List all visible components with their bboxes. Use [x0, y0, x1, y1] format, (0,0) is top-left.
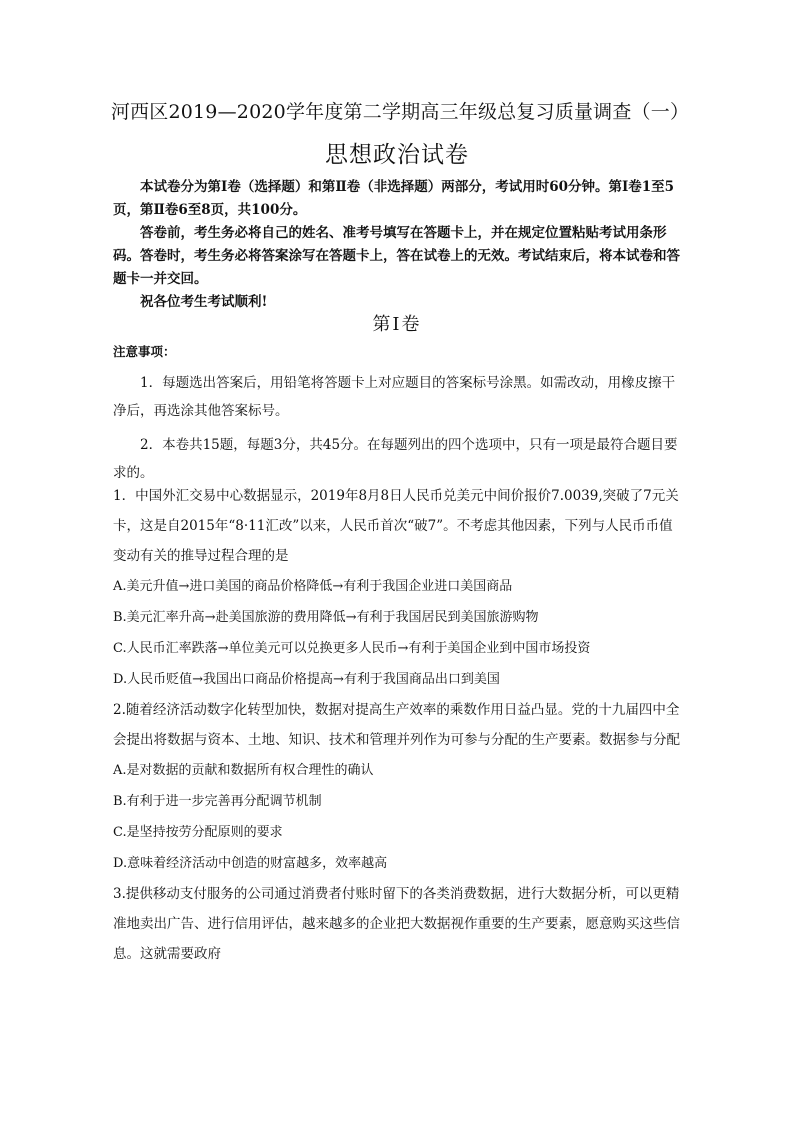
question-stem: 2.随着经济活动数字化转型加快，数据对提高生产效率的乘数作用日益凸显。党的十九届四中全会提出将数据与资本、土地、知识、技术和管理并列作为可参与分配的生产要素。数据参与分配 [113, 702, 680, 748]
question-stem: 3.提供移动支付服务的公司通过消费者付账时留下的各类消费数据，进行大数据分析，可以更精准地卖出广告、进行信用评估，越来越多的企业把大数据视作重要的生产要素，愿意购买这些信息。这就需要政府 [113, 886, 680, 962]
instruction-paragraph: 答卷前，考生务必将自己的姓名、准考号填写在答题卡上，并在规定位置粘贴考试用条形码。答卷时，考生务必将答案涂写在答题卡上，答在试卷上的无效。考试结束后，将本试卷和答题卡一并交回。 [113, 225, 680, 287]
section-title: 第Ⅰ卷 [372, 314, 422, 335]
option-a: A.美元升值→进口美国的商品价格降低→有利于我国企业进口美国商品 [113, 579, 513, 594]
option-a: A.是对数据的贡献和数据所有权合理性的确认 [113, 763, 374, 778]
exam-subject-title: 思想政治试卷 [325, 142, 469, 168]
question-1 [113, 481, 680, 695]
question-stem: 1．中国外汇交易中心数据显示，2019年8月8日人民币兑美元中间价报价7.0039,突破了7元关卡，这是自2015年“8·11汇改”以来，人民币首次“破7”。不考虑其他因素，下列与人民币币值变动有关的推导过程合理的是 [113, 488, 679, 564]
option-b: B.美元汇率升高→赴美国旅游的费用降低→有利于我国居民到美国旅游购物 [113, 610, 539, 625]
question-list [113, 481, 680, 969]
notes-heading: 注意事项： [113, 344, 176, 359]
option-d: D.人民币贬值→我国出口商品价格提高→有利于我国商品出口到美国 [113, 672, 500, 687]
question-3 [113, 879, 680, 969]
good-luck-message: 祝各位考生考试顺利! [140, 294, 268, 310]
instruction-paragraph: 本试卷分为第Ⅰ卷（选择题）和第Ⅱ卷（非选择题）两部分，考试用时60分钟。第Ⅰ卷1至5页，第Ⅱ卷6至8页，共100分。 [113, 179, 675, 218]
option-b: B.有利于进一步完善再分配调节机制 [113, 794, 322, 809]
note-item: 2．本卷共15题，每题3分，共45分。在每题列出的四个选项中，只有一项是最符合题目要求的。 [113, 437, 678, 481]
option-d: D.意味着经济活动中创造的财富越多，效率越高 [113, 856, 388, 871]
option-c: C.人民币汇率跌落→单位美元可以兑换更多人民币→有利于美国企业到中国市场投资 [113, 641, 591, 656]
notes-block [113, 343, 680, 493]
note-item: 1．每题选出答案后，用铅笔将答题卡上对应题目的答案标号涂黑。如需改动，用橡皮擦干净后，再选涂其他答案标号。 [113, 375, 676, 419]
exam-instructions [113, 176, 680, 314]
option-c: C.是坚持按劳分配原则的要求 [113, 825, 283, 840]
question-2 [113, 695, 680, 879]
exam-title: 河西区2019—2020学年度第二学期高三年级总复习质量调查（一） [110, 101, 690, 123]
